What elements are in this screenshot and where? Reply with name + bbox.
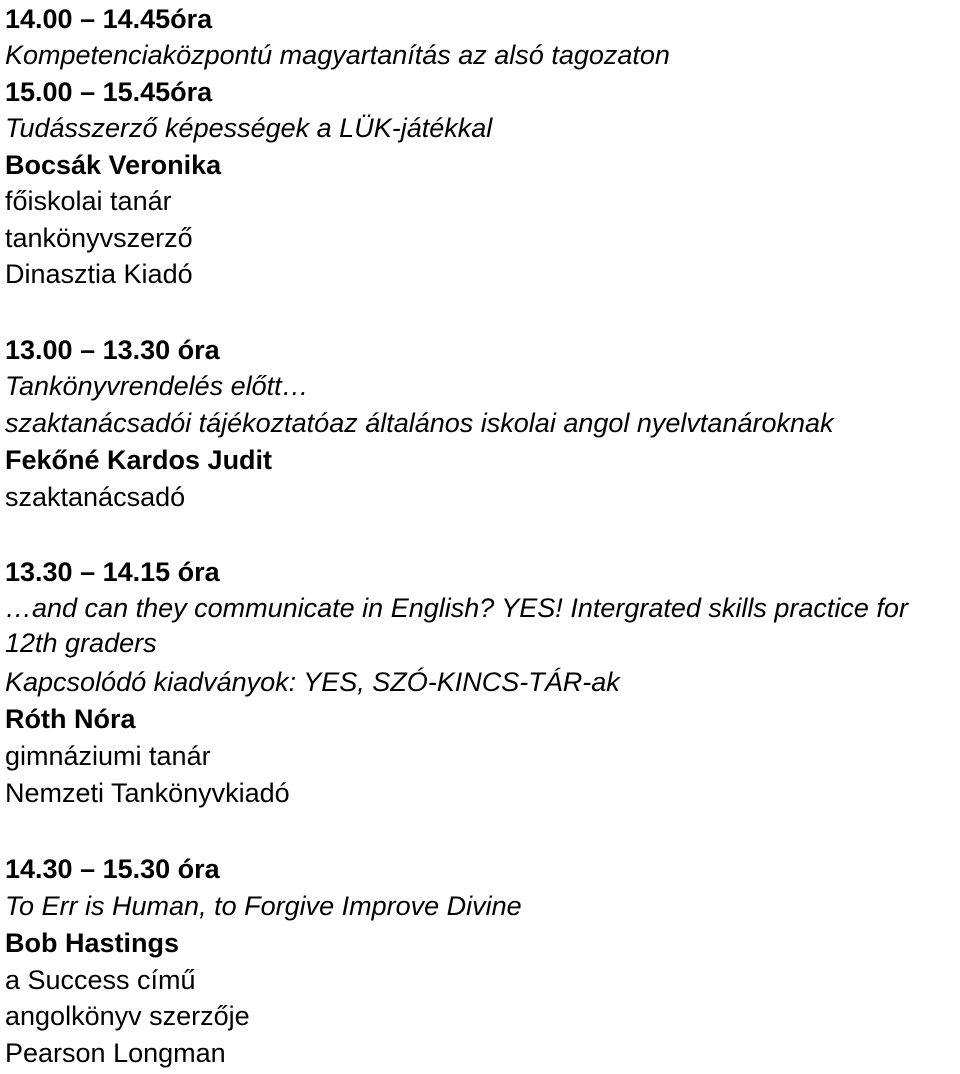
speaker-role: gimnáziumi tanár <box>5 741 211 771</box>
speaker-publisher: Dinasztia Kiadó <box>5 259 193 289</box>
speaker-name: Róth Nóra <box>5 704 136 734</box>
session-title: Tankönyvrendelés előtt… <box>5 371 309 401</box>
speaker-role: angolkönyv szerzője <box>5 1001 250 1031</box>
session-title: Tudásszerző képességek a LÜK-játékkal <box>5 113 493 143</box>
speaker-name: Bocsák Veronika <box>5 150 222 180</box>
session-time: 13.00 – 13.30 óra <box>5 335 220 365</box>
session-subtitle: Kapcsolódó kiadványok: YES, SZÓ-KINCS-TÁR-ak <box>5 667 620 697</box>
speaker-role: főiskolai tanár <box>5 186 172 216</box>
session-time: 14.00 – 14.45óra <box>5 4 213 34</box>
session-time: 14.30 – 15.30 óra <box>5 854 220 884</box>
session-time: 13.30 – 14.15 óra <box>5 557 220 587</box>
session-title: To Err is Human, to Forgive Improve Divine <box>5 891 522 921</box>
session-subtitle: szaktanácsadói tájékoztatóaz általános iskolai angol nyelvtanároknak <box>5 408 834 438</box>
speaker-publisher: Nemzeti Tankönyvkiadó <box>5 778 290 808</box>
speaker-role: a Success című <box>5 965 196 995</box>
speaker-name: Fekőné Kardos Judit <box>5 445 273 475</box>
session-title: Kompetenciaközpontú magyartanítás az alsó tagozaton <box>5 40 670 70</box>
session-time: 15.00 – 15.45óra <box>5 77 213 107</box>
speaker-role: szaktanácsadó <box>5 482 186 512</box>
speaker-role: tankönyvszerző <box>5 223 193 253</box>
speaker-name: Bob Hastings <box>5 928 180 958</box>
speaker-publisher: Pearson Longman <box>5 1038 226 1068</box>
session-title: …and can they communicate in English? YES! Intergrated skills practice for 12th graders <box>5 593 908 658</box>
